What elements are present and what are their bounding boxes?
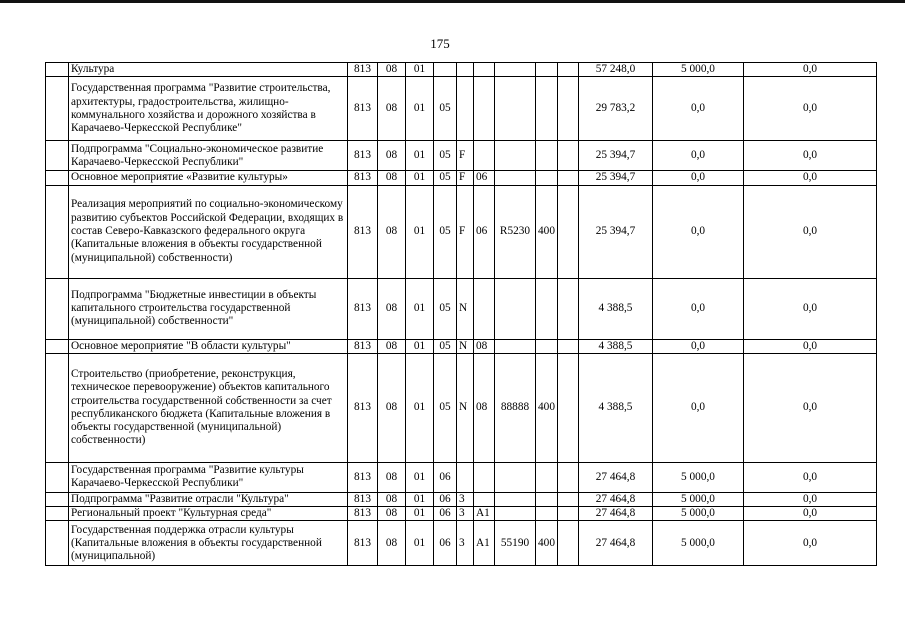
row-name: Основное мероприятие "В области культуры" xyxy=(69,339,348,353)
empty-cell xyxy=(46,278,69,339)
subprogram-code: F xyxy=(457,185,474,278)
section-code: 08 xyxy=(378,339,406,353)
program-code: 05 xyxy=(434,278,457,339)
table-row xyxy=(46,63,877,77)
program-code: 05 xyxy=(434,353,457,462)
subsection-code: 01 xyxy=(406,141,434,171)
subsection-code: 01 xyxy=(406,507,434,521)
expense-type-code xyxy=(536,278,558,339)
section-code: 08 xyxy=(378,492,406,506)
program-code xyxy=(434,63,457,77)
empty-cell xyxy=(558,507,579,521)
section-code: 08 xyxy=(378,278,406,339)
subprogram-code: F xyxy=(457,171,474,185)
table-row xyxy=(46,339,877,353)
empty-cell xyxy=(46,63,69,77)
subsection-code: 01 xyxy=(406,77,434,141)
activity-code xyxy=(474,492,495,506)
expense-type-code xyxy=(536,77,558,141)
table-row xyxy=(46,492,877,506)
subsection-code: 01 xyxy=(406,185,434,278)
table-row xyxy=(46,77,877,141)
amount-year1: 27 464,8 xyxy=(579,521,653,566)
subsection-code: 01 xyxy=(406,171,434,185)
amount-year1: 4 388,5 xyxy=(579,278,653,339)
amount-year3: 0,0 xyxy=(744,353,877,462)
direction-code xyxy=(495,141,536,171)
empty-cell xyxy=(558,141,579,171)
section-code: 08 xyxy=(378,507,406,521)
ved-code: 813 xyxy=(348,278,378,339)
table-row xyxy=(46,171,877,185)
empty-cell xyxy=(558,278,579,339)
row-name: Региональный проект "Культурная среда" xyxy=(69,507,348,521)
amount-year2: 0,0 xyxy=(653,339,744,353)
subsection-code: 01 xyxy=(406,353,434,462)
expense-type-code: 400 xyxy=(536,353,558,462)
amount-year3: 0,0 xyxy=(744,77,877,141)
subsection-code: 01 xyxy=(406,339,434,353)
activity-code xyxy=(474,462,495,492)
subprogram-code: F xyxy=(457,141,474,171)
amount-year3: 0,0 xyxy=(744,63,877,77)
subprogram-code: N xyxy=(457,353,474,462)
subprogram-code: 3 xyxy=(457,521,474,566)
expense-type-code xyxy=(536,492,558,506)
amount-year3: 0,0 xyxy=(744,171,877,185)
amount-year1: 29 783,2 xyxy=(579,77,653,141)
empty-cell xyxy=(558,339,579,353)
subsection-code: 01 xyxy=(406,278,434,339)
expense-type-code: 400 xyxy=(536,521,558,566)
ved-code: 813 xyxy=(348,492,378,506)
section-code: 08 xyxy=(378,63,406,77)
direction-code: 88888 xyxy=(495,353,536,462)
section-code: 08 xyxy=(378,77,406,141)
activity-code xyxy=(474,77,495,141)
expense-type-code xyxy=(536,339,558,353)
program-code: 05 xyxy=(434,141,457,171)
direction-code xyxy=(495,492,536,506)
program-code: 05 xyxy=(434,339,457,353)
amount-year3: 0,0 xyxy=(744,521,877,566)
expense-type-code xyxy=(536,141,558,171)
subprogram-code: 3 xyxy=(457,492,474,506)
activity-code: 08 xyxy=(474,353,495,462)
amount-year3: 0,0 xyxy=(744,141,877,171)
page-number: 175 xyxy=(430,36,450,51)
ved-code: 813 xyxy=(348,353,378,462)
table-row xyxy=(46,185,877,278)
section-code: 08 xyxy=(378,171,406,185)
row-name: Строительство (приобретение, реконструкция, техническое перевооружение) объектов капитального строительства государственной собственности за счет республиканского бюджета (Капитальные вложения в объекты государственной (муниципальной) собственности) xyxy=(69,353,348,462)
expense-type-code xyxy=(536,507,558,521)
activity-code: A1 xyxy=(474,507,495,521)
table-row xyxy=(46,521,877,566)
activity-code: 06 xyxy=(474,185,495,278)
direction-code xyxy=(495,171,536,185)
empty-cell xyxy=(46,141,69,171)
row-name: Подпрограмма "Бюджетные инвестиции в объекты капитального строительства государственной (муниципальной) собственности" xyxy=(69,278,348,339)
program-code: 06 xyxy=(434,507,457,521)
empty-cell xyxy=(46,171,69,185)
amount-year3: 0,0 xyxy=(744,507,877,521)
program-code: 06 xyxy=(434,492,457,506)
amount-year2: 5 000,0 xyxy=(653,492,744,506)
amount-year3: 0,0 xyxy=(744,492,877,506)
subprogram-code: N xyxy=(457,278,474,339)
table-row xyxy=(46,141,877,171)
direction-code: R5230 xyxy=(495,185,536,278)
direction-code xyxy=(495,63,536,77)
activity-code xyxy=(474,141,495,171)
ved-code: 813 xyxy=(348,507,378,521)
amount-year1: 57 248,0 xyxy=(579,63,653,77)
ved-code: 813 xyxy=(348,171,378,185)
amount-year2: 0,0 xyxy=(653,353,744,462)
expense-type-code xyxy=(536,171,558,185)
subprogram-code xyxy=(457,77,474,141)
empty-cell xyxy=(46,507,69,521)
subprogram-code: N xyxy=(457,339,474,353)
empty-cell xyxy=(46,339,69,353)
empty-cell xyxy=(558,462,579,492)
amount-year2: 0,0 xyxy=(653,171,744,185)
empty-cell xyxy=(46,77,69,141)
empty-cell xyxy=(46,185,69,278)
ved-code: 813 xyxy=(348,462,378,492)
amount-year1: 27 464,8 xyxy=(579,507,653,521)
direction-code xyxy=(495,462,536,492)
amount-year2: 5 000,0 xyxy=(653,63,744,77)
table-row xyxy=(46,353,877,462)
direction-code xyxy=(495,507,536,521)
ved-code: 813 xyxy=(348,339,378,353)
amount-year1: 25 394,7 xyxy=(579,185,653,278)
amount-year2: 5 000,0 xyxy=(653,462,744,492)
amount-year3: 0,0 xyxy=(744,185,877,278)
direction-code: 55190 xyxy=(495,521,536,566)
row-name: Основное мероприятие «Развитие культуры» xyxy=(69,171,348,185)
budget-table xyxy=(45,62,877,566)
empty-cell xyxy=(558,492,579,506)
subsection-code: 01 xyxy=(406,521,434,566)
row-name: Подпрограмма "Развитие отрасли "Культура" xyxy=(69,492,348,506)
scan-edge xyxy=(0,0,905,3)
ved-code: 813 xyxy=(348,521,378,566)
table-row xyxy=(46,507,877,521)
empty-cell xyxy=(46,521,69,566)
program-code: 05 xyxy=(434,171,457,185)
subprogram-code xyxy=(457,63,474,77)
table-row xyxy=(46,462,877,492)
subsection-code: 01 xyxy=(406,492,434,506)
program-code: 05 xyxy=(434,77,457,141)
row-name: Реализация мероприятий по социально-экономическому развитию субъектов Российской Федерации, входящих в состав Северо-Кавказского федерального округа (Капитальные вложения в объекты государственной (муниципальной) собственности) xyxy=(69,185,348,278)
amount-year1: 27 464,8 xyxy=(579,492,653,506)
empty-cell xyxy=(46,492,69,506)
expense-type-code xyxy=(536,63,558,77)
activity-code: A1 xyxy=(474,521,495,566)
section-code: 08 xyxy=(378,185,406,278)
amount-year1: 25 394,7 xyxy=(579,141,653,171)
empty-cell xyxy=(46,462,69,492)
expense-type-code xyxy=(536,462,558,492)
empty-cell xyxy=(558,521,579,566)
empty-cell xyxy=(558,185,579,278)
empty-cell xyxy=(46,353,69,462)
amount-year1: 27 464,8 xyxy=(579,462,653,492)
row-name: Государственная поддержка отрасли культуры (Капитальные вложения в объекты государственной (муниципальной) xyxy=(69,521,348,566)
amount-year1: 25 394,7 xyxy=(579,171,653,185)
ved-code: 813 xyxy=(348,63,378,77)
section-code: 08 xyxy=(378,353,406,462)
section-code: 08 xyxy=(378,462,406,492)
row-name: Культура xyxy=(69,63,348,77)
empty-cell xyxy=(558,353,579,462)
program-code: 06 xyxy=(434,462,457,492)
amount-year2: 0,0 xyxy=(653,185,744,278)
row-name: Подпрограмма "Социально-экономическое развитие Карачаево-Черкесской Республики" xyxy=(69,141,348,171)
subprogram-code xyxy=(457,462,474,492)
subsection-code: 01 xyxy=(406,63,434,77)
empty-cell xyxy=(558,171,579,185)
section-code: 08 xyxy=(378,141,406,171)
empty-cell xyxy=(558,77,579,141)
row-name: Государственная программа "Развитие строительства, архитектуры, градостроительства, жилищно-коммунального хозяйства и дорожного хозяйства в Карачаево-Черкесской Республике" xyxy=(69,77,348,141)
direction-code xyxy=(495,339,536,353)
amount-year3: 0,0 xyxy=(744,339,877,353)
empty-cell xyxy=(558,63,579,77)
ved-code: 813 xyxy=(348,185,378,278)
program-code: 06 xyxy=(434,521,457,566)
amount-year3: 0,0 xyxy=(744,462,877,492)
amount-year2: 0,0 xyxy=(653,141,744,171)
expense-type-code: 400 xyxy=(536,185,558,278)
amount-year1: 4 388,5 xyxy=(579,353,653,462)
amount-year2: 5 000,0 xyxy=(653,507,744,521)
direction-code xyxy=(495,278,536,339)
amount-year2: 0,0 xyxy=(653,278,744,339)
amount-year3: 0,0 xyxy=(744,278,877,339)
program-code: 05 xyxy=(434,185,457,278)
ved-code: 813 xyxy=(348,77,378,141)
subprogram-code: 3 xyxy=(457,507,474,521)
activity-code: 08 xyxy=(474,339,495,353)
amount-year2: 5 000,0 xyxy=(653,521,744,566)
activity-code: 06 xyxy=(474,171,495,185)
table-row xyxy=(46,278,877,339)
direction-code xyxy=(495,77,536,141)
activity-code xyxy=(474,278,495,339)
amount-year2: 0,0 xyxy=(653,77,744,141)
ved-code: 813 xyxy=(348,141,378,171)
amount-year1: 4 388,5 xyxy=(579,339,653,353)
subsection-code: 01 xyxy=(406,462,434,492)
activity-code xyxy=(474,63,495,77)
row-name: Государственная программа "Развитие культуры Карачаево-Черкесской Республики" xyxy=(69,462,348,492)
section-code: 08 xyxy=(378,521,406,566)
